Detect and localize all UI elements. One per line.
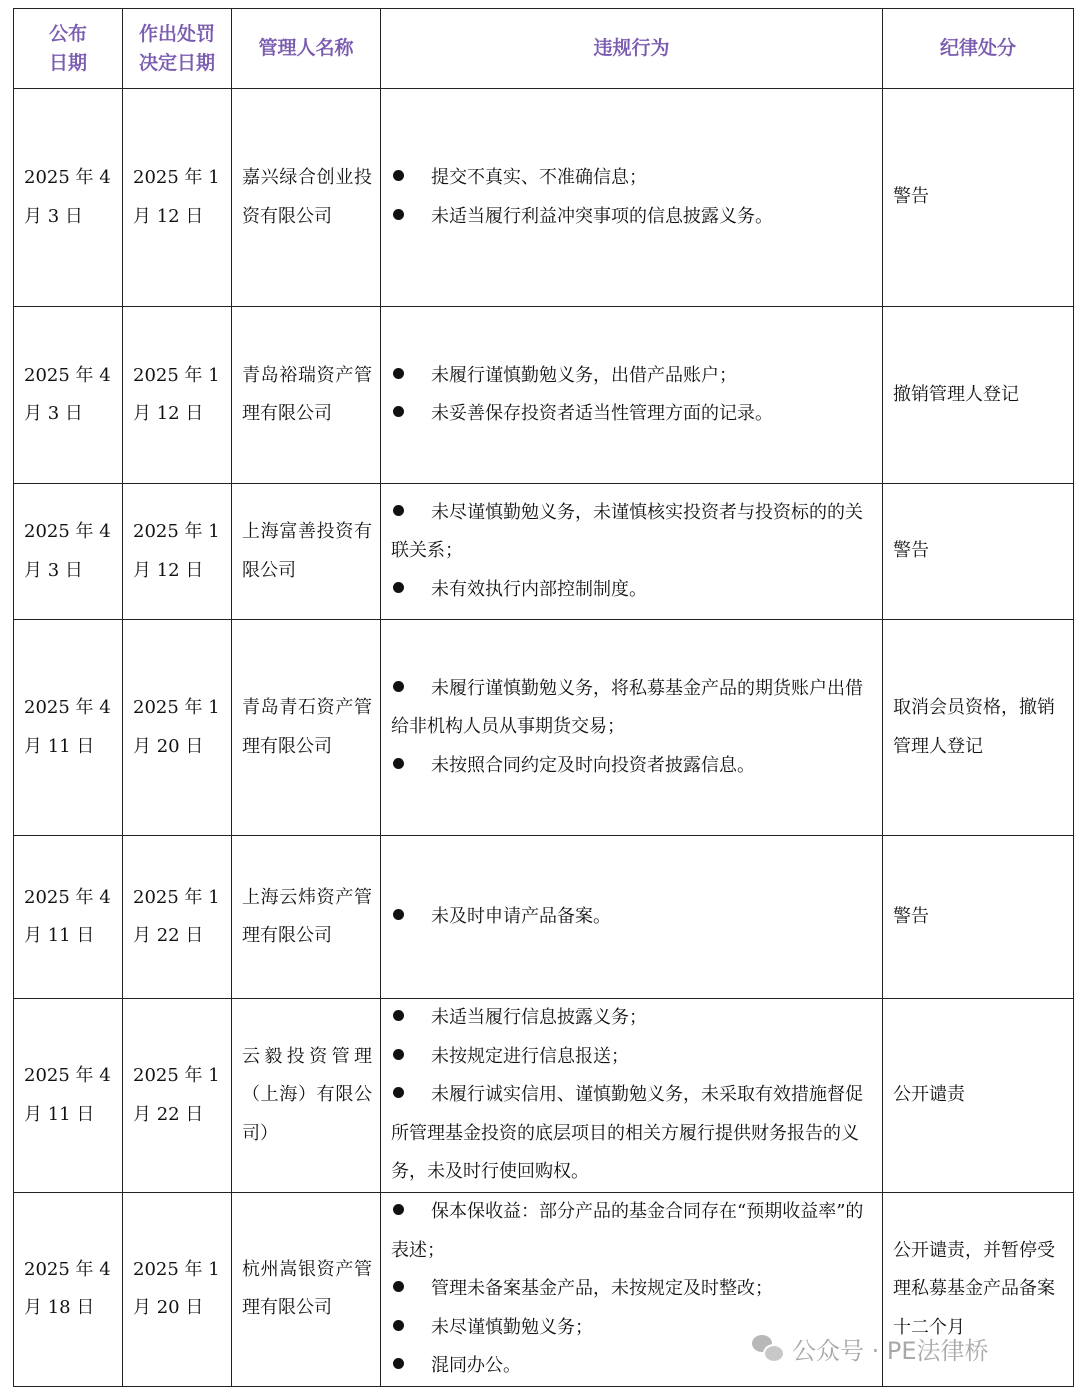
bullet-icon <box>393 1087 404 1098</box>
header-pub-date: 公布 日期 <box>14 9 123 89</box>
manager-cell: 上海云炜资产管理有限公司 <box>232 836 381 999</box>
bullet-icon <box>393 406 404 417</box>
penalty-cell: 公开谴责，并暂停受理私募基金产品备案十二个月 <box>883 1193 1074 1387</box>
decision-date-cell: 2025 年 1 月 22 日 <box>123 836 232 999</box>
pub-date-cell: 2025 年 4 月 3 日 <box>14 307 123 484</box>
violation-item <box>391 1193 874 1270</box>
bullet-icon <box>393 505 404 516</box>
decision-date-cell: 2025 年 1 月 12 日 <box>123 89 232 307</box>
header-penalty: 纪律处分 <box>883 9 1074 89</box>
violation-text: 未履行谨慎勤勉义务，出借产品账户； <box>431 364 737 386</box>
wechat-icon <box>752 1335 782 1361</box>
header-row <box>14 9 1074 89</box>
violation-item <box>391 1270 874 1309</box>
violation-cell <box>381 307 883 484</box>
manager-cell: 青岛裕瑞资产管理有限公司 <box>232 307 381 484</box>
decision-date-cell: 2025 年 1 月 22 日 <box>123 999 232 1193</box>
violation-text: 保本保收益：部分产品的基金合同存在“预期收益率”的表述； <box>391 1201 864 1261</box>
table-row <box>14 307 1074 484</box>
penalty-cell: 取消会员资格，撤销管理人登记 <box>883 620 1074 836</box>
violation-item <box>391 1076 874 1192</box>
penalty-cell: 撤销管理人登记 <box>883 307 1074 484</box>
violation-text: 未及时申请产品备案。 <box>431 905 611 927</box>
manager-cell: 云毅投资管理（上海）有限公司） <box>232 999 381 1193</box>
header-violation: 违规行为 <box>381 9 883 89</box>
violation-cell <box>381 89 883 307</box>
table-row <box>14 484 1074 620</box>
table-row <box>14 836 1074 999</box>
bullet-icon <box>393 909 404 920</box>
manager-cell: 青岛青石资产管理有限公司 <box>232 620 381 836</box>
violation-item <box>391 571 874 610</box>
penalty-cell: 警告 <box>883 484 1074 620</box>
table-row <box>14 89 1074 307</box>
violation-item <box>391 747 874 786</box>
bullet-icon <box>393 1358 404 1369</box>
table-row <box>14 999 1074 1193</box>
decision-date-cell: 2025 年 1 月 12 日 <box>123 484 232 620</box>
penalty-cell: 警告 <box>883 836 1074 999</box>
violation-text: 未有效执行内部控制制度。 <box>431 578 647 600</box>
violation-item <box>391 999 874 1038</box>
bullet-icon <box>393 209 404 220</box>
violation-item <box>391 159 874 198</box>
manager-cell: 杭州嵩银资产管理有限公司 <box>232 1193 381 1387</box>
violation-text: 未尽谨慎勤勉义务，未谨慎核实投资者与投资标的的关联关系； <box>391 501 863 562</box>
violation-cell <box>381 620 883 836</box>
decision-date-cell: 2025 年 1 月 20 日 <box>123 1193 232 1387</box>
violation-item <box>391 1038 874 1077</box>
violation-text: 混同办公。 <box>431 1355 521 1376</box>
decision-date-cell: 2025 年 1 月 12 日 <box>123 307 232 484</box>
bullet-icon <box>393 681 404 692</box>
violation-cell <box>381 999 883 1193</box>
bullet-icon <box>393 170 404 181</box>
violation-text: 未适当履行利益冲突事项的信息披露义务。 <box>431 205 773 227</box>
violation-text: 未履行诚实信用、谨慎勤勉义务，未采取有效措施督促所管理基金投资的底层项目的相关方履行提供财务报告的义务，未及时行使回购权。 <box>391 1084 863 1183</box>
violation-item <box>391 357 874 396</box>
bullet-icon <box>393 758 404 769</box>
violation-text: 未按规定进行信息报送； <box>431 1045 629 1067</box>
decision-date-cell: 2025 年 1 月 20 日 <box>123 620 232 836</box>
violation-text: 提交不真实、不准确信息； <box>431 167 647 188</box>
bullet-icon <box>393 1049 404 1060</box>
header-manager: 管理人名称 <box>232 9 381 89</box>
pub-date-cell: 2025 年 4 月 11 日 <box>14 999 123 1193</box>
watermark-text: 公众号 · PE法律桥 <box>792 1336 989 1365</box>
violation-cell <box>381 484 883 620</box>
penalty-cell: 警告 <box>883 89 1074 307</box>
violation-item <box>391 670 874 747</box>
bullet-icon <box>393 1281 404 1292</box>
pub-date-cell: 2025 年 4 月 11 日 <box>14 836 123 999</box>
penalty-cell: 公开谴责 <box>883 999 1074 1193</box>
penalty-table <box>13 8 1074 1387</box>
violation-text: 未妥善保存投资者适当性管理方面的记录。 <box>431 403 773 424</box>
pub-date-cell: 2025 年 4 月 11 日 <box>14 620 123 836</box>
violation-text: 未适当履行信息披露义务； <box>431 1007 647 1029</box>
header-decision-date: 作出处罚 决定日期 <box>123 9 232 89</box>
violation-text: 未尽谨慎勤勉义务； <box>431 1316 593 1338</box>
pub-date-cell: 2025 年 4 月 3 日 <box>14 484 123 620</box>
pub-date-cell: 2025 年 4 月 18 日 <box>14 1193 123 1387</box>
bullet-icon <box>393 1320 404 1331</box>
bullet-icon <box>393 1204 404 1215</box>
violation-item <box>391 494 874 571</box>
bullet-icon <box>393 1010 404 1021</box>
violation-item <box>391 395 874 434</box>
table-row <box>14 620 1074 836</box>
violation-item <box>391 898 874 937</box>
watermark <box>752 1331 989 1365</box>
violation-text: 管理未备案基金产品，未按规定及时整改； <box>431 1278 773 1299</box>
violation-cell <box>381 836 883 999</box>
manager-cell: 嘉兴绿合创业投资有限公司 <box>232 89 381 307</box>
violation-item <box>391 198 874 237</box>
violation-text: 未履行谨慎勤勉义务，将私募基金产品的期货账户出借给非机构人员从事期货交易； <box>391 677 863 738</box>
bullet-icon <box>393 582 404 593</box>
bullet-icon <box>393 368 404 379</box>
manager-cell: 上海富善投资有限公司 <box>232 484 381 620</box>
pub-date-cell: 2025 年 4 月 3 日 <box>14 89 123 307</box>
violation-text: 未按照合同约定及时向投资者披露信息。 <box>431 754 755 776</box>
